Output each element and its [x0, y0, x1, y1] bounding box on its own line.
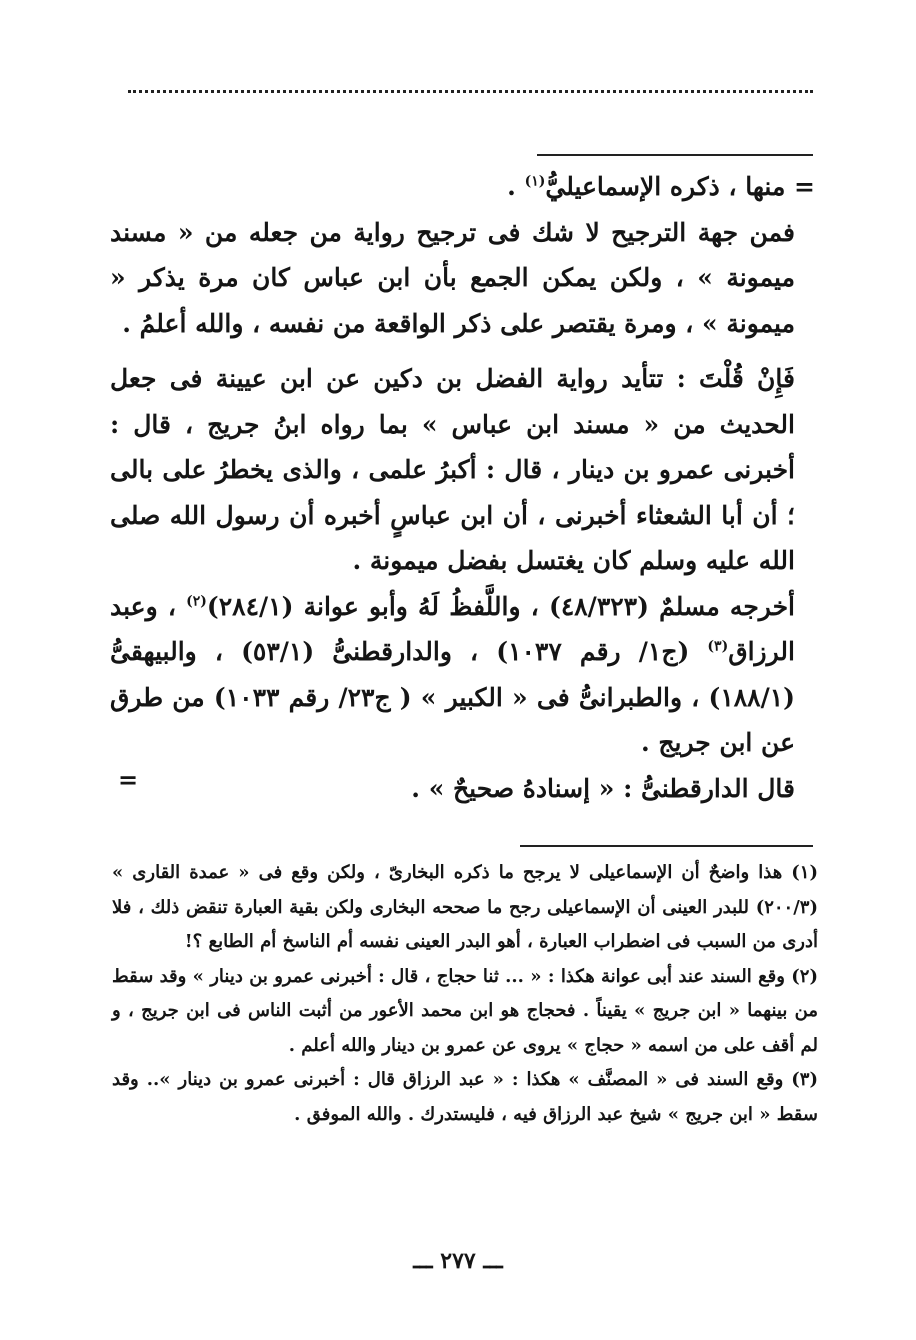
footnote-1: (١) هذا واضحٌ أن الإسماعيلى لا يرجح ما ذكره البخارىّ ، ولكن وقع فى « عمدة القارى » (٢٠٠/٣) للبدر العينى أن الإسماعيلى رجح ما صححه البخارى ولكن بقية العبارة تنقض ذلك ، فلا أدرى من السبب فى اضطراب العبارة ، أهو البدر العينى نفسه أم الناسخ أم الطابع ؟! — [112, 862, 818, 952]
header-dotted-separator — [128, 90, 813, 93]
footnote-ref-2: (٢) — [186, 593, 207, 610]
footnote-ref-3: (٣) — [707, 638, 729, 655]
footnotes — [112, 856, 818, 1132]
paragraph-4: أخرجه مسلمٌ (٤٨/٣٢٣) ، واللَّفظُ لَهُ وأبو عوانة (٢٨٤/١)$^{(٢)}$ ، وعبد الرزاق$^{(٣)}$ (ج١/ رقم ١٠٣٧) ، والدارقطنىُّ (٥٣/١) ، والبيهقىُّ (١٨٨/١) ، والطبرانىُّ فى « الكبير » ( ج٢٣/ رقم ١٠٣٣) من طرق عن ابن جريج . — [110, 591, 796, 757]
paragraph-3: فَإِنْ قُلْتَ : تتأيد رواية الفضل بن دكين عن ابن عيينة فى جعل الحديث من « مسند ابن عباس » بما رواه ابنُ جريج ، قال : أخبرنى عمرو بن دينار ، قال : أكبرُ علمى ، والذى يخطرُ على بالى ؛ أن أبا الشعثاء أخبرنى ، أن ابن عباسٍ أخبره أن رسول الله صلى الله عليه وسلم كان يغتسل بفضل ميمونة . — [110, 364, 795, 575]
footnote-3: (٣) وقع السند فى « المصنَّف » هكذا : « عبد الرزاق قال : أخبرنى عمرو بن دينار ».. وقد سقط « ابن جريج » شيخ عبد الرزاق فيه ، فليستدرك . والله الموفق . — [112, 1069, 818, 1125]
paragraph-2: فمن جهة الترجيح لا شك فى ترجيح رواية من جعله من « مسند ميمونة » ، ولكن يمكن الجمع بأن ابن عباس كان مرة يذكر « ميمونة » ، ومرة يقتصر على ذكر الواقعة من نفسه ، والله أعلمُ . — [110, 217, 795, 338]
footnotes-rule — [520, 845, 813, 847]
top-rule — [537, 154, 813, 156]
paragraph-5: قال الدارقطنىُّ : « إسنادهُ صحيحٌ » . — [411, 773, 795, 803]
continuation-mark: = — [118, 765, 139, 794]
footnote-2: (٢) وقع السند عند أبى عوانة هكذا : « ... ثنا حجاج ، قال : أخبرنى عمرو بن دينار » وقد سقط من بينهما « ابن جريج » يقيناً . فحجاج هو ابن محمد الأعور من أثبت الناس فى ابن جريج ، و لم أقف على من اسمه « حجاج » يروى عن عمرو بن دينار والله أعلم . — [112, 965, 818, 1056]
page-number: ـــ ٢٧٧ ـــ — [413, 1248, 503, 1274]
footnote-ref-1: (١) — [524, 173, 546, 190]
main-text — [110, 164, 815, 811]
paragraph-1: = منها ، ذكره الإسماعيليُّ$^{(١)}$ . — [507, 172, 815, 201]
